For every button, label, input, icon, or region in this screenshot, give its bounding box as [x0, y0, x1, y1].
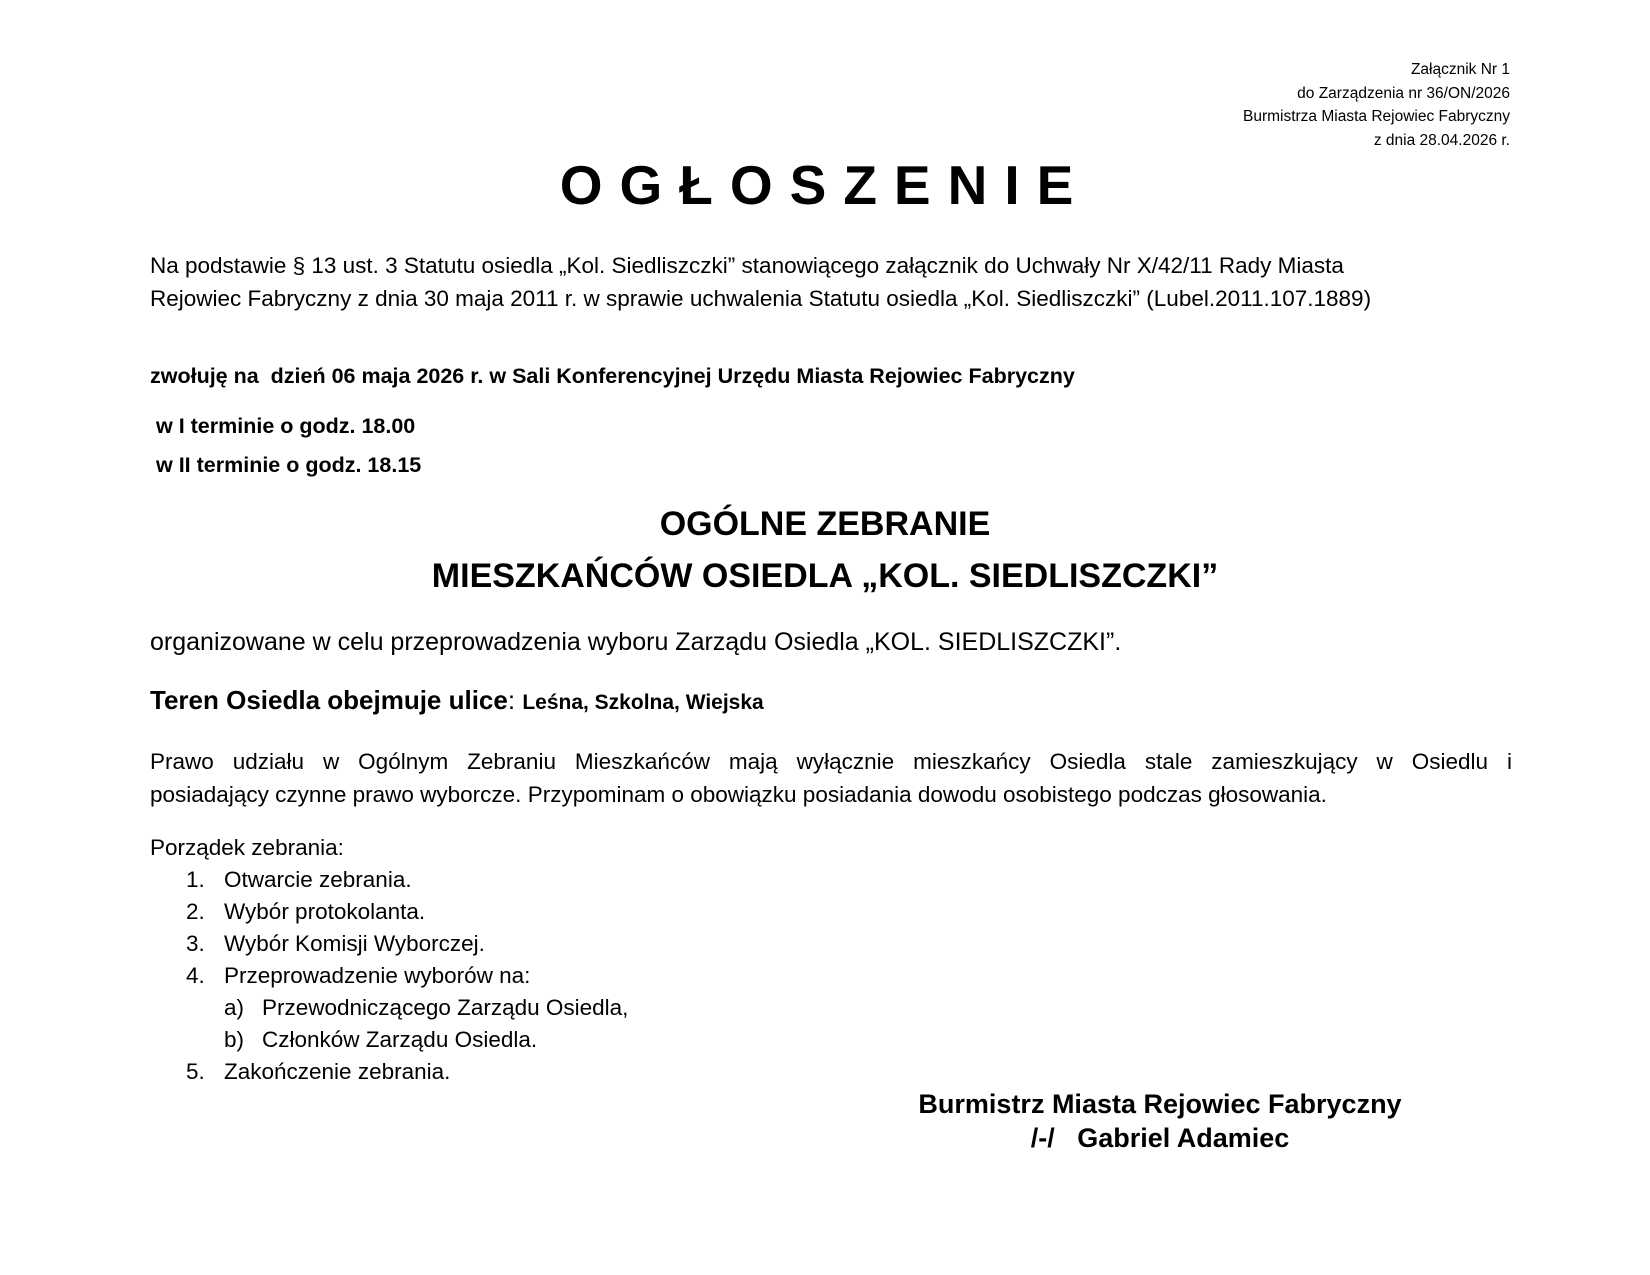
convene-statement: zwołuję na dzień 06 maja 2026 r. w Sali Konferencyjnej Urzędu Miasta Rejowiec Fabryczny	[150, 364, 1075, 388]
streets-line	[150, 683, 764, 720]
streets-label: Teren Osiedla obejmuje ulice	[150, 685, 508, 715]
agenda-item-text: Wybór Komisji Wyborczej.	[224, 931, 485, 956]
agenda-item-number: 3.	[186, 931, 205, 956]
meeting-title-line: OGÓLNE ZEBRANIE	[659, 505, 991, 543]
legal-basis-line: Rejowiec Fabryczny z dnia 30 maja 2011 r. w sprawie uchwalenia Statutu osiedla „Kol. Siedliszczki” (Lubel.2011.107.1889)	[150, 286, 1372, 311]
signatory-name: /-/ Gabriel Adamiec	[1030, 1123, 1290, 1153]
agenda-item-text: Przeprowadzenie wyborów na:	[224, 963, 531, 988]
attachment-line: z dnia 28.04.2026 r.	[1373, 131, 1510, 149]
agenda-heading: Porządek zebrania:	[150, 835, 344, 860]
attachment-note	[1090, 58, 1510, 152]
document-title: OGŁOSZENIE	[559, 154, 1091, 216]
agenda-item-text: Wybór protokolanta.	[224, 899, 426, 924]
agenda-item-number: 4.	[186, 963, 205, 988]
second-term: w II terminie o godz. 18.15	[156, 453, 422, 477]
voting-rights-line: Prawo udziału w Ogólnym Zebraniu Mieszkańców mają wyłącznie mieszkańcy Osiedla stale zamieszkujący w Osiedlu i	[150, 749, 1512, 774]
agenda-item-number: 1.	[186, 867, 205, 892]
meeting-title-line: MIESZKAŃCÓW OSIEDLA „KOL. SIEDLISZCZKI”	[431, 557, 1219, 595]
voting-rights-paragraph	[150, 745, 1512, 811]
meeting-purpose: organizowane w celu przeprowadzenia wyboru Zarządu Osiedla „KOL. SIEDLISZCZKI”.	[150, 628, 1122, 656]
agenda-subitem-text: Członków Zarządu Osiedla.	[262, 1027, 538, 1052]
signatory-title: Burmistrz Miasta Rejowiec Fabryczny	[918, 1089, 1402, 1119]
agenda-item-text: Zakończenie zebrania.	[224, 1059, 451, 1084]
attachment-line: Załącznik Nr 1	[1410, 61, 1510, 78]
attachment-line: Burmistrza Miasta Rejowiec Fabryczny	[1242, 108, 1510, 125]
voting-rights-line: posiadający czynne prawo wyborcze. Przypominam o obowiązku posiadania dowodu osobistego podczas głosowania.	[150, 782, 1327, 807]
agenda-item-text: Otwarcie zebrania.	[224, 867, 412, 892]
attachment-line: do Zarządzenia nr 36/ON/2026	[1297, 84, 1510, 102]
legal-basis-paragraph	[150, 249, 1520, 315]
agenda-subitem-text: Przewodniczącego Zarządu Osiedla,	[262, 995, 629, 1020]
agenda-subitem-letter: a)	[224, 995, 245, 1020]
streets-list: Leśna, Szkolna, Wiejska	[522, 691, 764, 714]
agenda-item-number: 2.	[186, 899, 205, 924]
streets-colon: :	[507, 685, 523, 715]
agenda-subitem-letter: b)	[224, 1027, 245, 1052]
agenda-item-number: 5.	[186, 1059, 205, 1084]
first-term: w I terminie o godz. 18.00	[156, 414, 416, 438]
legal-basis-line: Na podstawie § 13 ust. 3 Statutu osiedla „Kol. Siedliszczki” stanowiącego załącznik do Uchwały Nr X/42/11 Rady Miasta	[150, 253, 1344, 278]
